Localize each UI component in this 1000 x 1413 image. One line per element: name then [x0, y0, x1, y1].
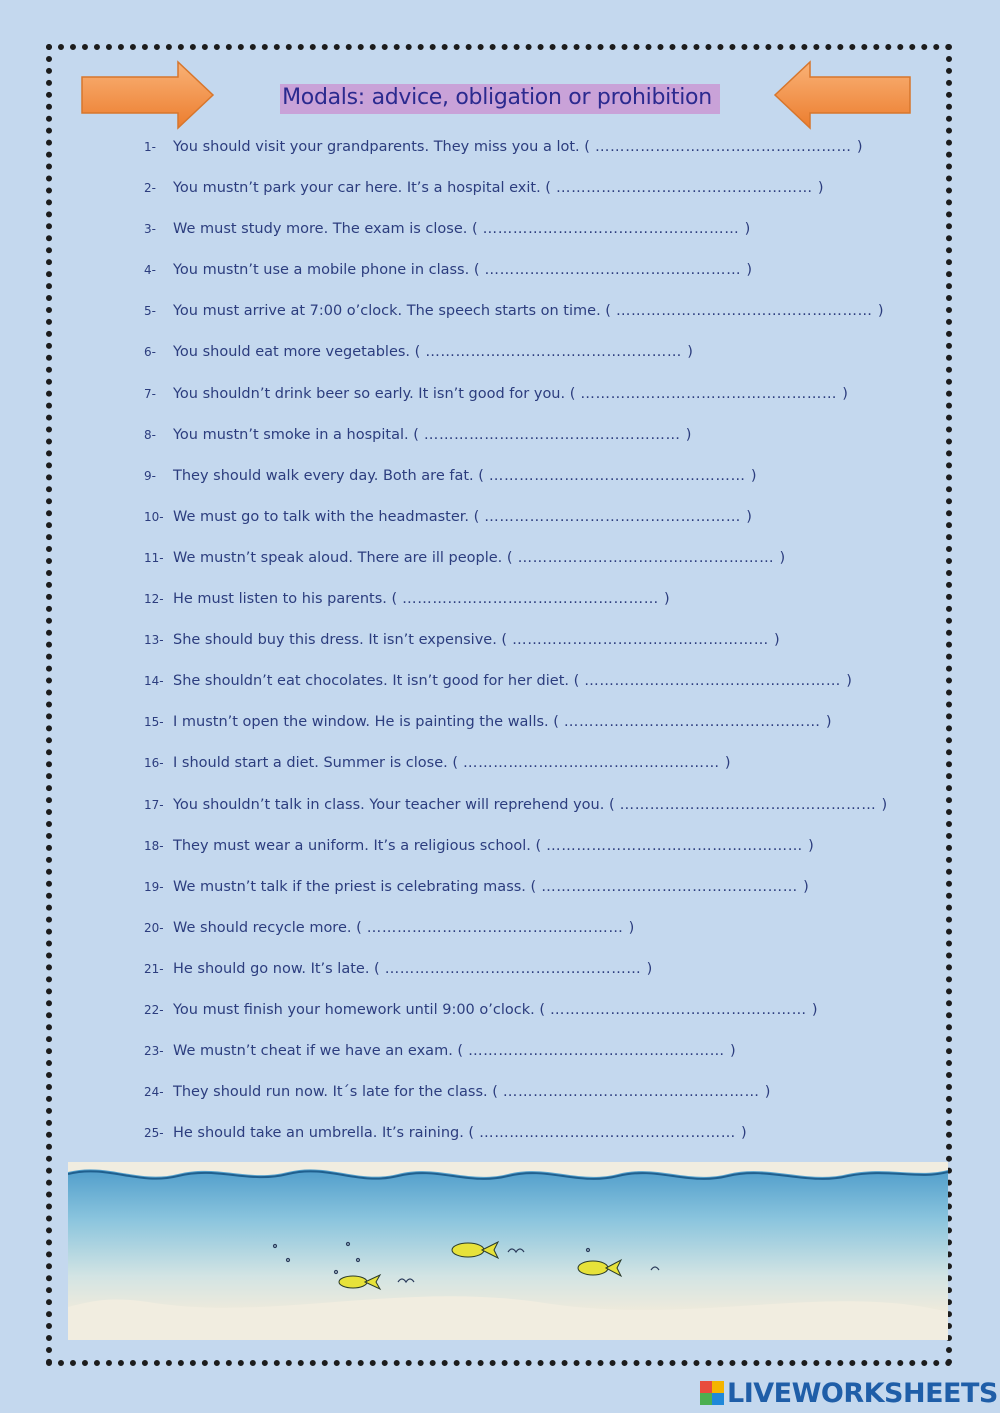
- exercise-number: 24-: [144, 1085, 164, 1100]
- exercise-number: 4-: [144, 263, 156, 278]
- answer-blank[interactable]: …………………………………………… ): [541, 878, 810, 895]
- exercise-item: [144, 547, 924, 588]
- exercise-sentence: He should take an umbrella. It’s raining. (: [173, 1125, 475, 1142]
- exercise-sentence: We must go to talk with the headmaster. (: [173, 508, 480, 525]
- answer-blank[interactable]: …………………………………………… ): [517, 549, 786, 566]
- answer-blank[interactable]: …………………………………………… ): [384, 960, 653, 977]
- exercise-number: 6-: [144, 345, 156, 360]
- exercise-number: 12-: [144, 592, 164, 607]
- exercise-item: [144, 958, 924, 999]
- exercise-number: 13-: [144, 633, 164, 648]
- exercise-number: 1-: [144, 140, 156, 154]
- exercise-sentence: They should walk every day. Both are fat. (: [173, 467, 484, 484]
- exercise-number: 25-: [144, 1126, 164, 1141]
- exercise-item: [144, 794, 924, 835]
- exercise-sentence: We mustn’t cheat if we have an exam. (: [173, 1043, 464, 1060]
- exercise-number: 8-: [144, 427, 156, 442]
- answer-blank[interactable]: …………………………………………… ): [479, 1125, 748, 1142]
- exercise-item: [144, 835, 924, 876]
- answer-blank[interactable]: …………………………………………… ): [488, 467, 758, 484]
- exercise-number: 7-: [144, 386, 156, 401]
- exercise-list: [144, 136, 924, 1163]
- exercise-item: [144, 1122, 924, 1163]
- answer-blank[interactable]: …………………………………………… ): [584, 673, 853, 690]
- exercise-item: [144, 136, 924, 177]
- exercise-item: [144, 218, 924, 259]
- exercise-number: 2-: [144, 181, 156, 196]
- exercise-sentence: We should recycle more. (: [173, 919, 362, 936]
- exercise-sentence: I mustn’t open the window. He is painting the walls. (: [173, 714, 559, 731]
- exercise-item: [144, 300, 924, 341]
- exercise-sentence: We mustn’t speak aloud. There are ill people. (: [173, 549, 513, 566]
- exercise-number: 18-: [144, 838, 164, 853]
- answer-blank[interactable]: …………………………………………… ): [594, 139, 864, 155]
- liveworksheets-icon: [700, 1381, 724, 1405]
- answer-blank[interactable]: …………………………………………… ): [555, 180, 825, 197]
- exercise-item: [144, 465, 924, 506]
- liveworksheets-logo: [700, 1378, 998, 1408]
- exercise-item: [144, 670, 924, 711]
- exercise-item: [144, 424, 924, 465]
- exercise-number: 14-: [144, 674, 164, 689]
- exercise-number: 16-: [144, 756, 164, 771]
- sea-illustration: [68, 1162, 948, 1340]
- exercise-item: [144, 341, 924, 382]
- answer-blank[interactable]: …………………………………………… ): [468, 1043, 737, 1060]
- exercise-sentence: You mustn’t smoke in a hospital. (: [173, 426, 419, 443]
- exercise-sentence: She shouldn’t eat chocolates. It isn’t good for her diet. (: [173, 673, 580, 690]
- exercise-sentence: You mustn’t park your car here. It’s a hospital exit. (: [173, 180, 551, 197]
- sea-waves-image: [68, 1162, 948, 1340]
- exercise-sentence: You shouldn’t talk in class. Your teacher will reprehend you. (: [173, 796, 615, 813]
- page-title: Modals: advice, obligation or prohibition: [280, 84, 720, 114]
- exercise-sentence: You must finish your homework until 9:00 o’clock. (: [173, 1001, 545, 1018]
- exercise-number: 11-: [144, 550, 164, 565]
- exercise-number: 3-: [144, 222, 156, 237]
- exercise-sentence: They should run now. It´s late for the class. (: [173, 1084, 498, 1101]
- exercise-number: 21-: [144, 961, 164, 976]
- exercise-sentence: You shouldn’t drink beer so early. It isn’t good for you. (: [173, 385, 576, 402]
- answer-blank[interactable]: …………………………………………… ): [615, 303, 885, 320]
- answer-blank[interactable]: …………………………………………… ): [502, 1084, 772, 1101]
- exercise-sentence: They must wear a uniform. It’s a religious school. (: [173, 837, 542, 854]
- exercise-item: [144, 999, 924, 1040]
- exercise-item: [144, 876, 924, 917]
- exercise-number: 5-: [144, 304, 156, 319]
- title-container: [0, 84, 1000, 114]
- exercise-number: 17-: [144, 797, 164, 812]
- answer-blank[interactable]: …………………………………………… ): [402, 591, 671, 608]
- exercise-sentence: She should buy this dress. It isn’t expensive. (: [173, 632, 508, 649]
- exercise-number: 20-: [144, 920, 164, 935]
- answer-blank[interactable]: …………………………………………… ): [484, 262, 753, 279]
- exercise-item: [144, 177, 924, 218]
- exercise-sentence: You must arrive at 7:00 o’clock. The speech starts on time. (: [173, 303, 611, 320]
- exercise-sentence: We must study more. The exam is close. (: [173, 221, 478, 238]
- answer-blank[interactable]: …………………………………………… ): [512, 632, 781, 649]
- exercise-number: 23-: [144, 1044, 164, 1059]
- answer-blank[interactable]: …………………………………………… ): [484, 508, 753, 525]
- exercise-sentence: I should start a diet. Summer is close. (: [173, 755, 459, 772]
- answer-blank[interactable]: …………………………………………… ): [423, 426, 693, 443]
- answer-blank[interactable]: …………………………………………… ): [619, 796, 888, 813]
- exercise-item: [144, 383, 924, 424]
- exercise-item: [144, 711, 924, 752]
- exercise-sentence: You should visit your grandparents. They miss you a lot. (: [173, 139, 590, 155]
- answer-blank[interactable]: …………………………………………… ): [550, 1001, 819, 1018]
- exercise-item: [144, 752, 924, 793]
- exercise-sentence: He must listen to his parents. (: [173, 591, 398, 608]
- answer-blank[interactable]: …………………………………………… ): [580, 385, 849, 402]
- answer-blank[interactable]: …………………………………………… ): [563, 714, 833, 731]
- exercise-item: [144, 506, 924, 547]
- exercise-number: 22-: [144, 1002, 164, 1017]
- answer-blank[interactable]: …………………………………………… ): [546, 837, 815, 854]
- exercise-sentence: You should eat more vegetables. (: [173, 344, 421, 361]
- exercise-sentence: We mustn’t talk if the priest is celebrating mass. (: [173, 878, 537, 895]
- answer-blank[interactable]: …………………………………………… ): [425, 344, 694, 361]
- exercise-number: 15-: [144, 715, 164, 730]
- liveworksheets-brand: LIVEWORKSHEETS: [727, 1377, 998, 1409]
- answer-blank[interactable]: …………………………………………… ): [366, 919, 635, 936]
- exercise-item: [144, 259, 924, 300]
- exercise-item: [144, 588, 924, 629]
- answer-blank[interactable]: …………………………………………… ): [482, 221, 751, 238]
- exercise-number: 10-: [144, 509, 164, 524]
- exercise-item: [144, 1040, 924, 1081]
- exercise-item: [144, 1081, 924, 1122]
- exercise-sentence: You mustn’t use a mobile phone in class. (: [173, 262, 480, 279]
- answer-blank[interactable]: …………………………………………… ): [463, 755, 732, 772]
- exercise-item: [144, 917, 924, 958]
- exercise-sentence: He should go now. It’s late. (: [173, 960, 380, 977]
- exercise-item: [144, 629, 924, 670]
- exercise-number: 19-: [144, 879, 164, 894]
- exercise-number: 9-: [144, 468, 156, 483]
